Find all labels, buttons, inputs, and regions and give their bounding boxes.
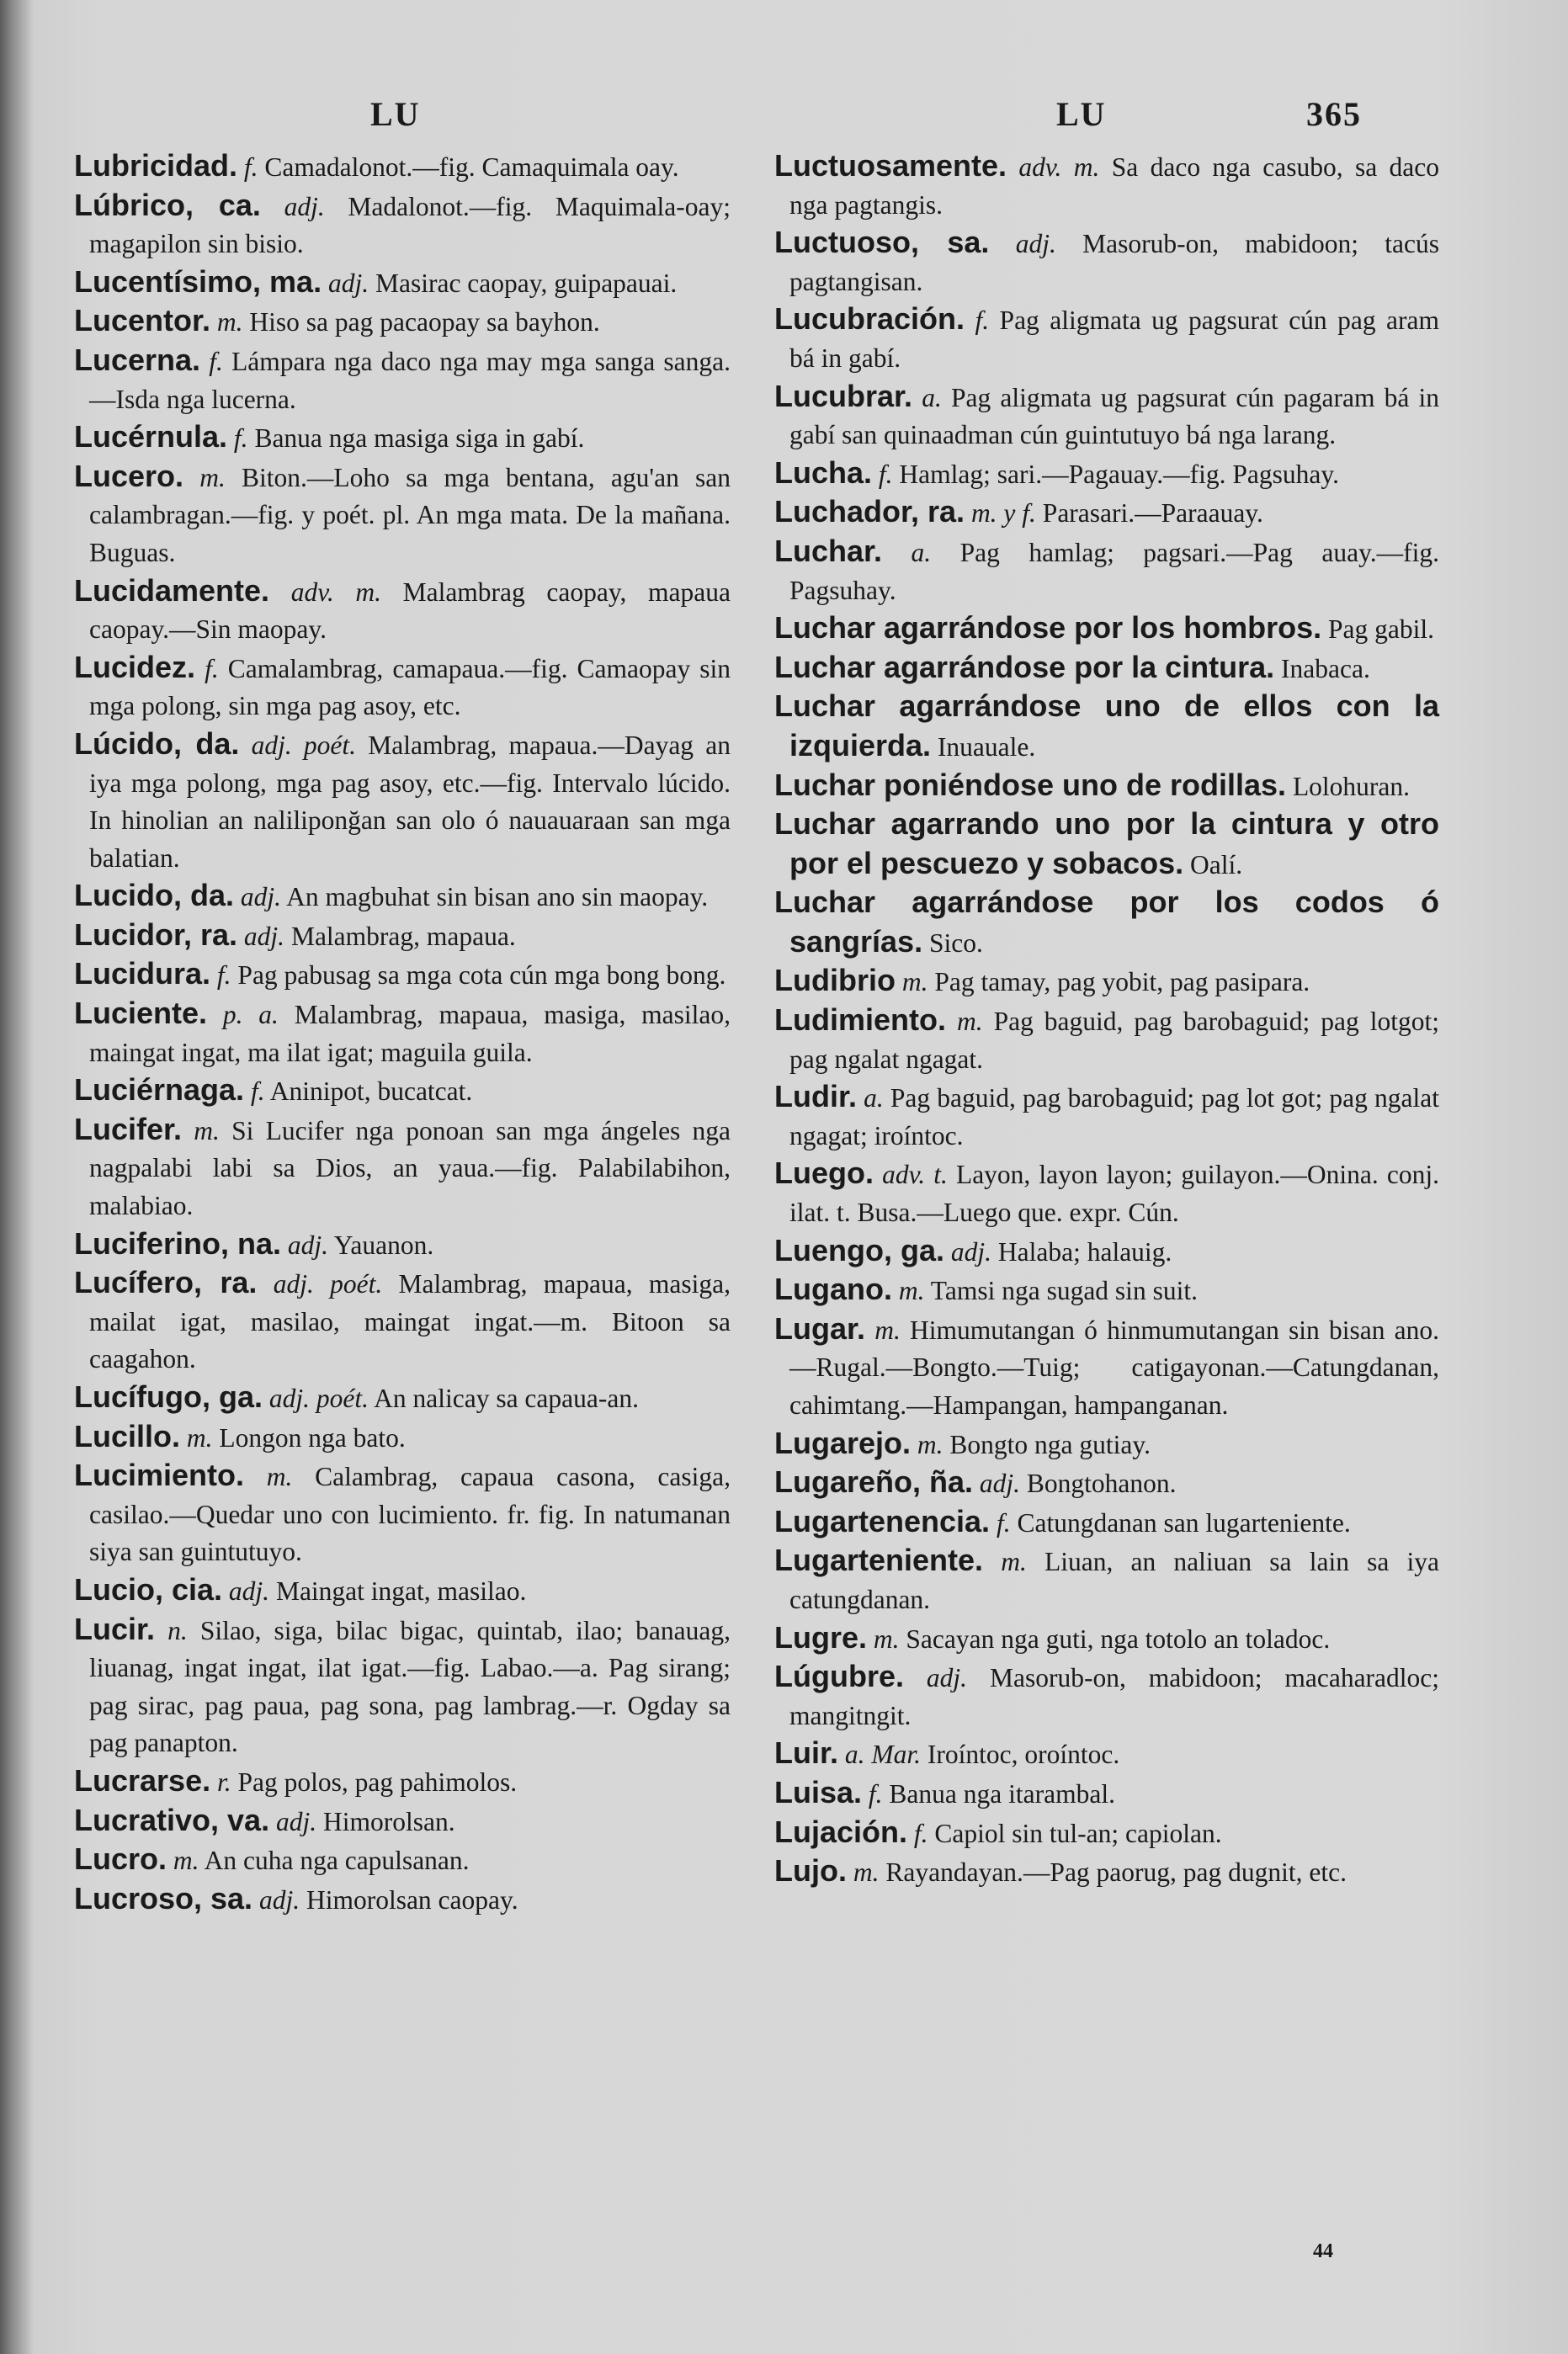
- entry-definition: Pag aligmata ug pagsurat cún pag aram bá in gabí.: [789, 306, 1439, 373]
- entry-headword: Luir.: [774, 1735, 839, 1771]
- dictionary-entry: [774, 1271, 1439, 1310]
- entry-headword: Ludimiento.: [774, 1002, 946, 1038]
- entry-definition: Catungdanan san lugarteniente.: [1017, 1507, 1351, 1538]
- dictionary-entry: [74, 955, 731, 995]
- entry-definition: Biton.—Loho sa mga bentana, agu'an san calambragan.—fig. y poét. pl. An mga mata. De la mañana. Buguas.: [89, 462, 731, 567]
- entry-headword: Lugartenencia.: [774, 1503, 991, 1538]
- entry-grammar: adj.: [926, 1663, 968, 1693]
- header-right-guide: LU: [1056, 95, 1107, 133]
- dictionary-entry: [774, 1774, 1439, 1814]
- entry-definition: Pag tamay, pag yobit, pag pasipara.: [934, 967, 1310, 997]
- right-column: [774, 147, 1439, 1892]
- entry-grammar: m.: [186, 1422, 213, 1453]
- entry-definition: Liuan, an naliuan sa lain sa iya catungdanan.: [789, 1547, 1440, 1614]
- entry-grammar: m.: [874, 1315, 901, 1345]
- entry-headword: Lúbrico, ca.: [74, 187, 261, 222]
- dictionary-entry: [74, 458, 731, 572]
- entry-headword: Lubricidad.: [74, 148, 238, 183]
- dictionary-entry: [774, 688, 1439, 766]
- entry-headword: Lucífero, ra.: [74, 1265, 258, 1300]
- dictionary-entry: [74, 263, 731, 303]
- entry-grammar: m.: [266, 1462, 293, 1492]
- dictionary-entry: [774, 300, 1439, 377]
- entry-grammar: m.: [1001, 1547, 1027, 1577]
- entry-headword: Luchar agarrando uno por la cintura y otro por el pescuezo y sobacos.: [774, 806, 1439, 880]
- dictionary-entry: [774, 1852, 1439, 1892]
- entry-headword: Luciferino, na.: [74, 1225, 282, 1261]
- entry-grammar: adj. poét.: [251, 730, 357, 760]
- dictionary-entry: [774, 378, 1439, 454]
- entry-grammar: m.: [898, 1276, 925, 1306]
- entry-grammar: adv. m.: [290, 577, 381, 607]
- entry-definition: Parasari.—Paraauay.: [1042, 498, 1263, 529]
- dictionary-entry: [74, 1841, 731, 1880]
- dictionary-entry: [774, 805, 1439, 884]
- entry-definition: Inuauale.: [937, 731, 1036, 762]
- dictionary-entry: [74, 725, 731, 877]
- entry-grammar: adj.: [327, 268, 369, 298]
- entry-definition: Lámpara nga daco nga may mga sanga sanga.—Isda nga lucerna.: [89, 346, 731, 414]
- entry-grammar: adv. m.: [1018, 152, 1100, 182]
- entry-definition: Si Lucifer nga ponoan san mga ángeles nga nagpalabi labi sa Dios, an yaua.—fig. Palabilabihon, malabiao.: [89, 1115, 731, 1221]
- left-column: [74, 147, 731, 1919]
- entry-headword: Lucifer.: [74, 1111, 183, 1146]
- dictionary-entry: [74, 1418, 731, 1458]
- entry-definition: An cuha nga capulsanan.: [204, 1846, 470, 1876]
- entry-headword: Lujo.: [774, 1853, 847, 1889]
- entry-definition: Pag baguid, pag barobaguid; pag lotgot; pag ngalat ngagat.: [789, 1007, 1439, 1074]
- entry-grammar: adj. poét.: [268, 1384, 369, 1413]
- entry-headword: Lucentor.: [74, 303, 211, 338]
- page-header: [0, 94, 1568, 136]
- dictionary-entry: [74, 1611, 731, 1762]
- entry-headword: Lucimiento.: [74, 1458, 245, 1493]
- dictionary-entry: [74, 995, 731, 1071]
- entry-definition: Malambrag, mapaua.: [290, 921, 516, 951]
- dictionary-entry: [774, 1658, 1439, 1735]
- dictionary-entry: [74, 649, 731, 725]
- entry-grammar: f.: [233, 423, 248, 454]
- entry-definition: Sa daco nga casubo, sa daco nga pagtangis.: [789, 152, 1440, 220]
- entry-headword: Luciente.: [74, 996, 208, 1031]
- dictionary-entry: [774, 1735, 1439, 1774]
- entry-grammar: m.: [917, 1429, 943, 1459]
- entry-definition: Malambrag, mapaua, masiga, masilao, maingat ingat, ma ilat igat; maguila guila.: [89, 1000, 731, 1067]
- entry-definition: Layon, layon layon; guilayon.—Onina. conj. ilat. t. Busa.—Luego que. expr. Cún.: [789, 1160, 1440, 1228]
- entry-headword: Lúgubre.: [774, 1659, 904, 1694]
- entry-headword: Lucrarse.: [74, 1762, 211, 1798]
- entry-definition: Tamsi nga sugad sin suit.: [930, 1276, 1198, 1306]
- entry-grammar: a. Mar.: [844, 1740, 922, 1770]
- entry-headword: Lucentísimo, ma.: [74, 263, 322, 299]
- entry-headword: Luchar agarrándose por los codos ó sangrías.: [774, 885, 1439, 959]
- entry-headword: Lugareño, ña.: [774, 1464, 974, 1500]
- entry-definition: Halaba; halauig.: [997, 1236, 1172, 1267]
- entry-headword: Lucha.: [774, 454, 873, 490]
- dictionary-entry: [74, 1111, 731, 1225]
- dictionary-entry: [774, 454, 1439, 494]
- dictionary-entry: [74, 1264, 731, 1379]
- entry-grammar: adj.: [950, 1236, 992, 1267]
- dictionary-entry: [74, 1802, 731, 1841]
- entry-headword: Luengo, ga.: [774, 1232, 944, 1267]
- entry-grammar: adj.: [240, 882, 282, 912]
- entry-definition: Oalí.: [1190, 849, 1243, 879]
- entry-headword: Lucífugo, ga.: [74, 1379, 263, 1414]
- dictionary-entry: [774, 533, 1439, 609]
- dictionary-entry: [774, 1155, 1439, 1231]
- entry-headword: Luisa.: [774, 1774, 863, 1809]
- entry-headword: Lucubración.: [774, 301, 965, 337]
- entry-headword: Lucero.: [74, 458, 184, 493]
- entry-definition: Pag pabusag sa mga cota cún mga bong bong.: [237, 960, 726, 991]
- entry-grammar: a.: [864, 1083, 884, 1113]
- entry-headword: Luchar agarrándose por los hombros.: [774, 610, 1322, 646]
- entry-definition: Longon nga bato.: [219, 1422, 406, 1453]
- dictionary-entry: [774, 1078, 1439, 1155]
- entry-grammar: f.: [243, 152, 258, 182]
- entry-headword: Lujación.: [774, 1814, 908, 1849]
- entry-definition: Sico.: [928, 927, 983, 958]
- dictionary-entry: [774, 1542, 1439, 1618]
- dictionary-entry: [74, 342, 731, 418]
- entry-grammar: n.: [167, 1615, 188, 1645]
- entry-grammar: f.: [913, 1818, 928, 1848]
- entry-grammar: f.: [250, 1076, 265, 1107]
- entry-grammar: adj.: [1015, 229, 1056, 259]
- entry-headword: Lucroso, sa.: [74, 1880, 253, 1916]
- entry-definition: Hamlag; sari.—Pagauay.—fig. Pagsuhay.: [899, 459, 1339, 489]
- dictionary-entry: [774, 1619, 1439, 1659]
- entry-headword: Lucrativo, va.: [74, 1802, 270, 1837]
- dictionary-entry: [74, 917, 731, 956]
- dictionary-entry: [774, 1425, 1439, 1464]
- entry-headword: Luctuosamente.: [774, 148, 1007, 183]
- entry-headword: Lucillo.: [74, 1418, 180, 1453]
- entry-headword: Lucro.: [74, 1841, 167, 1877]
- entry-headword: Ludibrio: [774, 963, 896, 998]
- entry-definition: Yauanon.: [333, 1230, 434, 1260]
- entry-definition: Malambrag, mapaua, masiga, mailat igat, masilao, maingat ingat.—m. Bitoon sa caagahon.: [89, 1269, 731, 1374]
- dictionary-entry: [74, 572, 731, 649]
- entry-headword: Lugarteniente.: [774, 1543, 984, 1578]
- entry-definition: Camalambrag, camapaua.—fig. Camaopay sin mga polong, sin mga pag asoy, etc.: [89, 653, 731, 721]
- dictionary-entry: [774, 609, 1439, 649]
- dictionary-entry: [74, 302, 731, 342]
- entry-grammar: m.: [853, 1857, 880, 1888]
- entry-headword: Lucidamente.: [74, 572, 270, 608]
- entry-headword: Luctuoso, sa.: [774, 225, 990, 260]
- entry-definition: Himumutangan ó hinmumutangan sin bisan ano.—Rugal.—Bongto.—Tuig; catigayonan.—Catungdanan, cahimtang.—Hampangan, hampanganan.: [789, 1315, 1440, 1420]
- entry-headword: Lúcido, da.: [74, 725, 240, 761]
- header-left-guide: LU: [370, 95, 421, 133]
- entry-definition: Iroíntoc, oroíntoc.: [927, 1740, 1120, 1770]
- entry-definition: Aninipot, bucatcat.: [269, 1076, 473, 1107]
- entry-definition: Malambrag, mapaua.—Dayag an iya mga polong, mga pag asoy, etc.—fig. Intervalo lúcido. In hinolian an naliliponğan san olo ó nauauaraan san mga balatian.: [89, 730, 731, 873]
- entry-definition: Banua nga masiga siga in gabí.: [254, 423, 585, 454]
- entry-grammar: f.: [878, 459, 893, 489]
- entry-grammar: f.: [209, 346, 223, 376]
- entry-headword: Luchar.: [774, 533, 883, 568]
- entry-grammar: adj.: [228, 1576, 270, 1606]
- entry-definition: Silao, siga, bilac bigac, quintab, ilao; banauag, liuanag, ingat ingat, ilat igat.—fig. Labao.—a. Pag sirang; pag sirac, pag paua, pag sona, pag lambrag.—r. Ogday sa pag panapton.: [89, 1615, 731, 1758]
- entry-headword: Lucubrar.: [774, 378, 913, 413]
- entry-definition: Bongto nga gutiay.: [949, 1429, 1151, 1459]
- entry-grammar: f.: [996, 1507, 1011, 1538]
- entry-headword: Lucidez.: [74, 649, 196, 684]
- entry-definition: Madalonot.—fig. Maquimala-oay; magapilon sin bisio.: [89, 191, 731, 259]
- entry-definition: Pag polos, pag pahimolos.: [237, 1767, 518, 1797]
- entry-grammar: m.: [901, 967, 928, 997]
- entry-grammar: adj.: [979, 1469, 1021, 1499]
- dictionary-entry: [74, 418, 731, 458]
- entry-definition: Masirac caopay, guipapauai.: [375, 268, 678, 298]
- entry-definition: Pag aligmata ug pagsurat cún pagaram bá in gabí san quinaadman cún guintutuyo bá nga larang.: [789, 382, 1439, 450]
- dictionary-entry: [74, 147, 731, 187]
- dictionary-entry: [774, 649, 1439, 688]
- dictionary-entry: [74, 187, 731, 263]
- dictionary-entry: [74, 1762, 731, 1802]
- dictionary-entry: [74, 1379, 731, 1418]
- entry-definition: Inabaca.: [1281, 653, 1370, 683]
- entry-headword: Luchador, ra.: [774, 494, 965, 529]
- entry-definition: Capiol sin tul-an; capiolan.: [934, 1818, 1222, 1848]
- entry-definition: Himorolsan caopay.: [306, 1884, 518, 1915]
- entry-grammar: m.: [173, 1846, 199, 1876]
- entry-headword: Lugano.: [774, 1272, 892, 1307]
- dictionary-entry: [774, 1002, 1439, 1078]
- entry-headword: Lucidura.: [74, 956, 211, 991]
- entry-definition: An nalicay sa capaua-an.: [374, 1384, 639, 1413]
- entry-definition: Banua nga itarambal.: [889, 1778, 1115, 1809]
- dictionary-entry: [774, 884, 1439, 962]
- entry-headword: Luchar agarrándose por la cintura.: [774, 649, 1275, 684]
- dictionary-entry: [774, 962, 1439, 1002]
- entry-definition: Pag baguid, pag barobaguid; pag lot got; pag ngalat ngagat; iroíntoc.: [789, 1083, 1439, 1150]
- entry-definition: Sacayan nga guti, nga totolo an toladoc.: [906, 1623, 1331, 1654]
- entry-headword: Ludir.: [774, 1079, 857, 1114]
- entry-grammar: adj.: [275, 1806, 317, 1836]
- entry-definition: Pag hamlag; pagsari.—Pag auay.—fig. Pagsuhay.: [789, 537, 1440, 605]
- entry-grammar: m.: [194, 1115, 220, 1145]
- entry-grammar: m.: [199, 462, 226, 492]
- entry-grammar: adj.: [284, 191, 325, 221]
- dictionary-entry: [74, 1571, 731, 1611]
- entry-headword: Lucido, da.: [74, 878, 235, 913]
- entry-definition: Malambrag caopay, mapaua caopay.—Sin maopay.: [89, 577, 731, 645]
- entry-grammar: a.: [922, 382, 942, 412]
- dictionary-entry: [74, 1457, 731, 1571]
- dictionary-entry: [774, 1814, 1439, 1853]
- dictionary-entry: [774, 224, 1439, 300]
- dictionary-entry: [774, 1503, 1439, 1543]
- entry-headword: Luchar poniéndose uno de rodillas.: [774, 767, 1287, 802]
- dictionary-entry: [774, 493, 1439, 533]
- dictionary-entry: [774, 1232, 1439, 1272]
- entry-grammar: m.: [216, 307, 243, 337]
- entry-grammar: f.: [216, 960, 231, 991]
- entry-definition: Hiso sa pag pacaopay sa bayhon.: [249, 307, 600, 337]
- entry-grammar: a.: [911, 537, 932, 567]
- entry-grammar: m.: [956, 1007, 983, 1037]
- entry-grammar: p. a.: [222, 1000, 279, 1030]
- entry-definition: Pag gabil.: [1328, 614, 1435, 645]
- entry-headword: Luciérnaga.: [74, 1072, 245, 1108]
- entry-grammar: f.: [205, 653, 219, 683]
- signature-mark: 44: [1313, 2240, 1333, 2262]
- dictionary-entry: [74, 1225, 731, 1265]
- entry-definition: Lolohuran.: [1292, 771, 1411, 801]
- entry-definition: Calambrag, capaua casona, casiga, casilao.—Quedar uno con lucimiento. fr. fig. In natumanan siya san guintutuyo.: [89, 1462, 731, 1567]
- entry-definition: Masorub-on, mabidoon; macaharadloc; mangitngit.: [789, 1663, 1440, 1730]
- entry-headword: Lucidor, ra.: [74, 917, 238, 952]
- entry-grammar: f.: [975, 306, 990, 336]
- dictionary-entry: [774, 1464, 1439, 1503]
- entry-definition: Maingat ingat, masilao.: [275, 1576, 527, 1606]
- entry-definition: Masorub-on, mabidoon; tacús pagtangisan.: [789, 229, 1440, 296]
- entry-definition: An magbuhat sin bisan ano sin maopay.: [286, 882, 709, 912]
- page-number: 365: [1306, 95, 1362, 133]
- entry-headword: Lucir.: [74, 1611, 156, 1646]
- entry-definition: Himorolsan.: [322, 1806, 455, 1836]
- entry-grammar: f.: [868, 1778, 883, 1809]
- entry-headword: Lucerna.: [74, 342, 201, 377]
- entry-grammar: m. y f.: [970, 498, 1036, 529]
- entry-grammar: adj.: [258, 1884, 300, 1915]
- entry-grammar: r.: [216, 1767, 231, 1797]
- entry-definition: Camadalonot.—fig. Camaquimala oay.: [264, 152, 679, 182]
- entry-grammar: adj. poét.: [273, 1269, 383, 1299]
- entry-definition: Rayandayan.—Pag paorug, pag dugnit, etc.: [885, 1857, 1347, 1888]
- entry-headword: Lucérnula.: [74, 419, 228, 454]
- entry-grammar: adv. t.: [882, 1160, 948, 1190]
- entry-definition: Bongtohanon.: [1026, 1469, 1177, 1499]
- entry-headword: Lucio, cia.: [74, 1571, 223, 1607]
- dictionary-entry: [774, 767, 1439, 806]
- entry-headword: Lugar.: [774, 1310, 866, 1346]
- dictionary-entry: [74, 1880, 731, 1920]
- entry-grammar: adj.: [243, 921, 285, 951]
- entry-headword: Luego.: [774, 1156, 874, 1191]
- entry-grammar: m.: [873, 1623, 900, 1654]
- dictionary-entry: [774, 147, 1439, 224]
- entry-headword: Luchar agarrándose uno de ellos con la izquierda.: [774, 688, 1439, 763]
- entry-grammar: adj.: [287, 1230, 329, 1260]
- dictionary-entry: [774, 1310, 1439, 1425]
- dictionary-entry: [74, 1071, 731, 1111]
- entry-headword: Lugre.: [774, 1619, 868, 1655]
- entry-headword: Lugarejo.: [774, 1425, 912, 1460]
- dictionary-entry: [74, 877, 731, 917]
